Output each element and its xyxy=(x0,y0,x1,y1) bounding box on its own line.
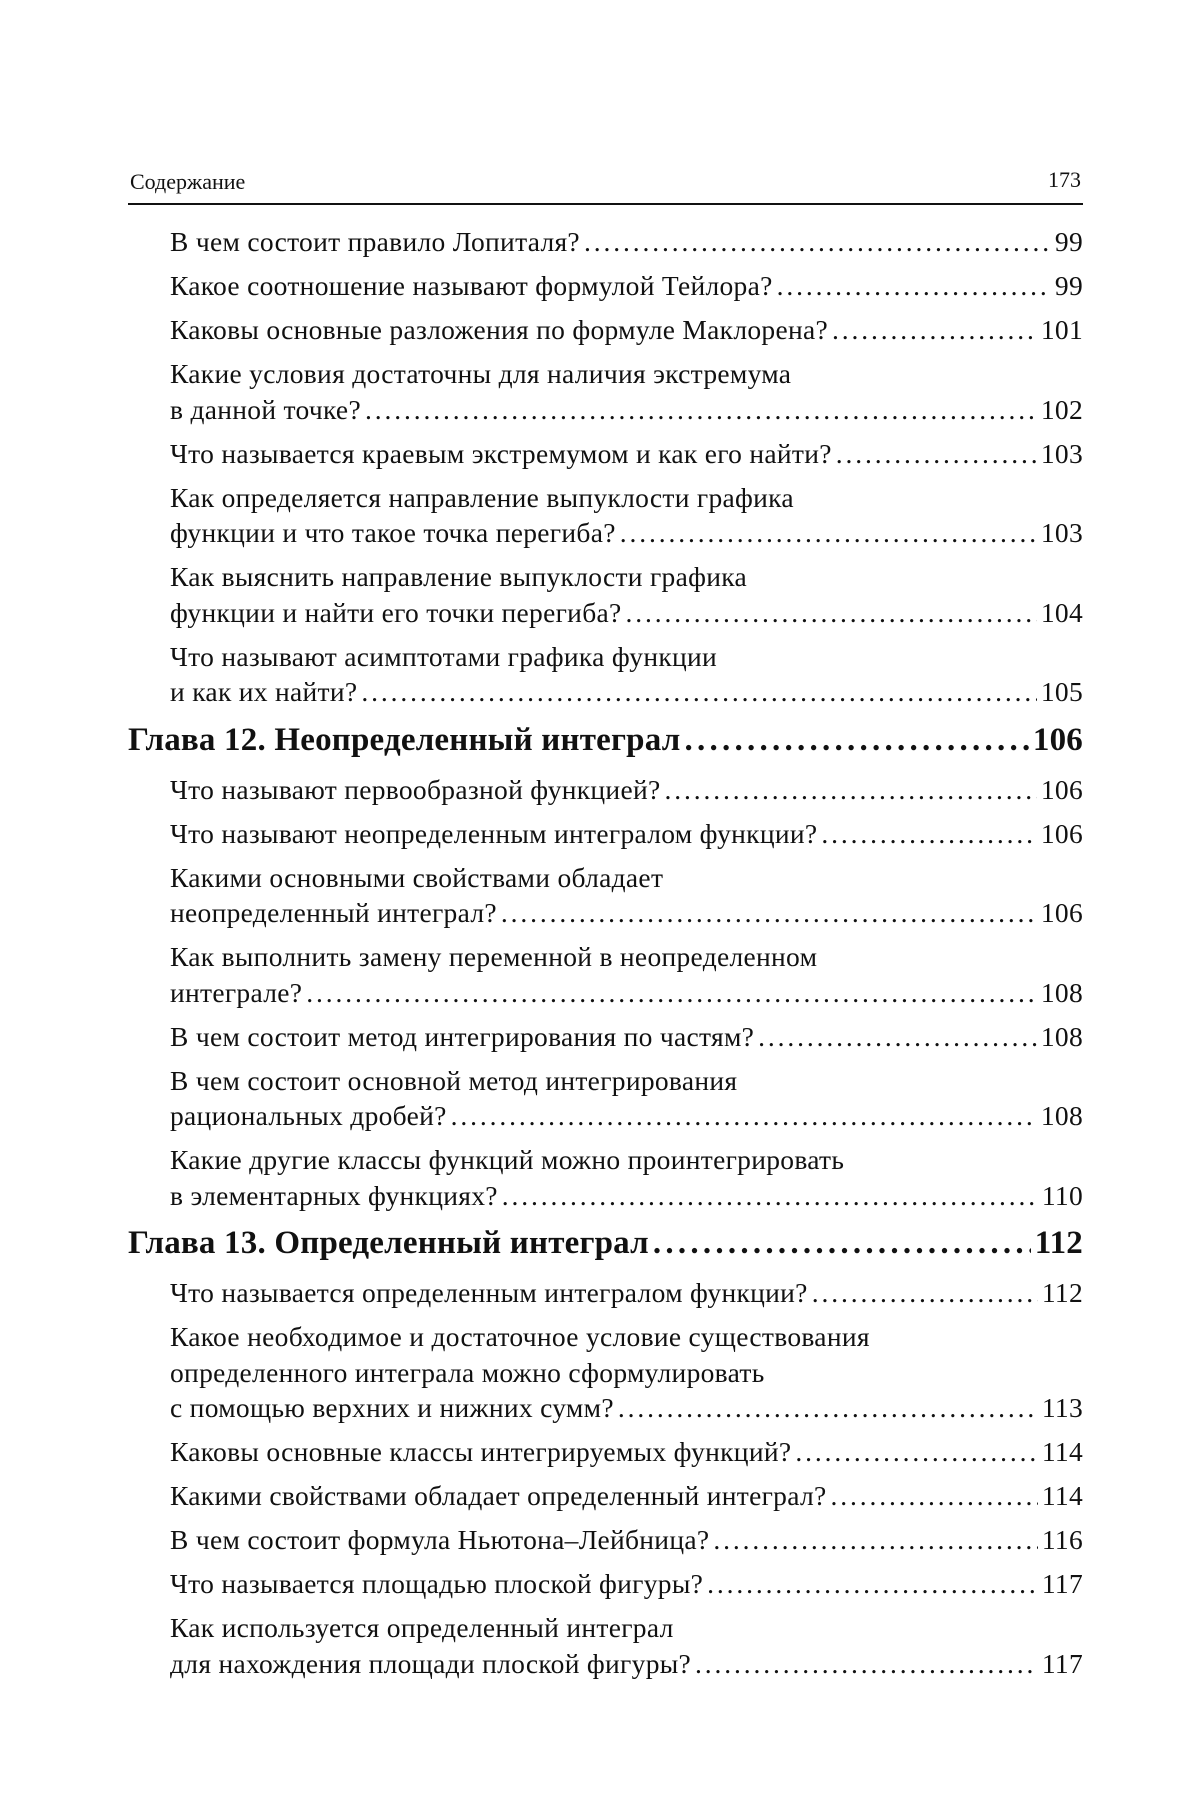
toc-entry-title: в данной точке? xyxy=(170,393,361,425)
toc-entry xyxy=(170,356,1083,427)
toc-entry-line xyxy=(170,1098,1083,1134)
toc-entry-line xyxy=(170,772,1083,808)
running-header xyxy=(128,163,1083,205)
toc-entry-title-line: Как выполнить замену переменной в неопределенном xyxy=(170,941,818,972)
dot-leader xyxy=(777,268,1051,304)
toc-entry-line xyxy=(170,816,1083,852)
toc-entry-title-line: Что называют асимптотами графика функции xyxy=(170,640,718,672)
toc-entry xyxy=(170,860,1083,931)
toc-entry-title: с помощью верхних и нижних сумм? xyxy=(170,1392,614,1423)
toc-entry-page: 108 xyxy=(1040,1020,1083,1052)
running-header-title: Содержание xyxy=(130,169,246,194)
dot-leader xyxy=(831,1478,1038,1514)
dot-leader xyxy=(707,1566,1038,1602)
toc-entry-line xyxy=(170,312,1083,348)
dot-leader xyxy=(365,392,1037,428)
toc-entry-title: для нахождения площади плоской фигуры? xyxy=(170,1647,692,1679)
toc-entry-line xyxy=(170,224,1083,260)
chapter-13-heading xyxy=(128,1223,1083,1263)
toc-entry-page: 99 xyxy=(1054,270,1083,301)
toc-entry-page: 102 xyxy=(1040,393,1083,425)
toc-entry xyxy=(170,1610,1083,1681)
toc-entry xyxy=(170,1063,1083,1134)
toc-entry-page: 106 xyxy=(1040,897,1083,928)
toc-entry-title-line: Какими основными свойствами обладает xyxy=(170,861,664,893)
dot-leader xyxy=(695,1646,1038,1682)
chapter-13-page: 112 xyxy=(1034,1225,1083,1261)
toc-entry-title: Каковы основные классы интегрируемых функций? xyxy=(170,1436,792,1467)
toc-entry-line xyxy=(170,1566,1083,1602)
toc-entry-line xyxy=(170,595,1083,631)
toc-entry-line xyxy=(170,392,1083,428)
toc-entry-page: 108 xyxy=(1040,976,1083,1008)
chapter-12-heading xyxy=(128,720,1083,760)
toc-entry-line xyxy=(170,1646,1083,1682)
toc-entry-title: интеграле? xyxy=(170,976,303,1008)
toc-entry xyxy=(170,559,1083,630)
dot-leader xyxy=(653,1223,1031,1263)
toc-entry-page: 114 xyxy=(1041,1480,1083,1511)
toc-entry-line xyxy=(170,1275,1083,1311)
toc-entry-page: 110 xyxy=(1041,1179,1083,1211)
toc-entry-title-line: Какие другие классы функций можно проинтегрировать xyxy=(170,1144,845,1175)
dot-leader xyxy=(832,312,1037,348)
toc-entry-title-line: Как определяется направление выпуклости графика xyxy=(170,481,794,513)
toc-entry-page: 99 xyxy=(1054,226,1083,257)
table-of-contents xyxy=(128,224,1083,1690)
dot-leader xyxy=(758,1019,1037,1055)
toc-entry xyxy=(170,1566,1083,1602)
toc-entry-line xyxy=(170,1478,1083,1514)
chapter-12-page: 106 xyxy=(1032,721,1083,758)
toc-entry-title: В чем состоит формула Ньютона–Лейбница? xyxy=(170,1524,710,1555)
toc-entry-page: 114 xyxy=(1041,1436,1083,1467)
toc-entry-line xyxy=(170,1178,1083,1214)
toc-entry xyxy=(170,312,1083,348)
toc-entry-line xyxy=(170,975,1083,1011)
toc-entry-title-line: Какое необходимое и достаточное условие существования xyxy=(170,1321,870,1352)
dot-leader xyxy=(618,1390,1038,1426)
toc-entry xyxy=(170,1522,1083,1558)
dot-leader xyxy=(836,436,1037,472)
toc-entry-title-line: Как используется определенный интеграл xyxy=(170,1612,674,1643)
toc-entry xyxy=(170,772,1083,808)
dot-leader xyxy=(626,595,1037,631)
toc-entry-title-line: Какие условия достаточны для наличия экстремума xyxy=(170,358,792,389)
toc-entry-title: Что называется определенным интегралом функции? xyxy=(170,1277,808,1308)
dot-leader xyxy=(501,895,1037,931)
toc-entry-line xyxy=(170,1434,1083,1470)
dot-leader xyxy=(584,224,1051,260)
chapter-13-title: Глава 13. Определенный интеграл xyxy=(128,1225,649,1261)
toc-entry-page: 112 xyxy=(1041,1277,1083,1308)
chapter-12-title: Глава 12. Неопределенный интеграл xyxy=(128,721,681,758)
toc-entry-title: В чем состоит правило Лопиталя? xyxy=(170,226,580,257)
toc-entry-page: 106 xyxy=(1040,773,1083,805)
toc-entry-line xyxy=(170,1019,1083,1055)
dot-leader xyxy=(664,772,1036,808)
toc-entry-title: рациональных дробей? xyxy=(170,1100,447,1131)
dot-leader xyxy=(361,674,1036,710)
toc-entry-title: Каковы основные разложения по формуле Маклорена? xyxy=(170,314,828,345)
toc-entry-page: 108 xyxy=(1040,1100,1083,1131)
toc-entry xyxy=(170,268,1083,304)
toc-entry-line xyxy=(170,895,1083,931)
toc-entry-page: 117 xyxy=(1041,1647,1083,1679)
toc-entry-page: 101 xyxy=(1040,314,1083,345)
toc-entry-page: 104 xyxy=(1040,596,1083,628)
toc-entry-title: и как их найти? xyxy=(170,676,358,707)
dot-leader xyxy=(812,1275,1038,1311)
toc-entry xyxy=(170,436,1083,472)
toc-entry-title: Что называют неопределенным интегралом функции? xyxy=(170,817,818,849)
toc-entry-title: в элементарных функциях? xyxy=(170,1179,498,1211)
toc-entry-page: 117 xyxy=(1041,1568,1083,1599)
dot-leader xyxy=(620,515,1037,551)
toc-entry-line xyxy=(170,1390,1083,1426)
toc-entry-title-line: определенного интеграла можно сформулировать xyxy=(170,1356,765,1388)
toc-entry xyxy=(170,939,1083,1010)
toc-entry-page: 106 xyxy=(1040,817,1083,849)
toc-entry-title: функции и что такое точка перегиба? xyxy=(170,517,616,548)
dot-leader xyxy=(713,1522,1038,1558)
toc-entry xyxy=(170,480,1083,551)
toc-entry xyxy=(170,1478,1083,1514)
toc-entry xyxy=(170,1319,1083,1426)
toc-entry-line xyxy=(170,674,1083,710)
toc-entry xyxy=(170,1275,1083,1311)
toc-entry-title: Что называется краевым экстремумом и как его найти? xyxy=(170,437,832,469)
dot-leader xyxy=(821,816,1036,852)
toc-entry-line xyxy=(170,268,1083,304)
toc-entry-page: 103 xyxy=(1040,437,1083,469)
toc-entry xyxy=(170,639,1083,710)
running-header-page-number: 173 xyxy=(1048,167,1081,192)
toc-entry xyxy=(170,224,1083,260)
dot-leader xyxy=(306,975,1037,1011)
toc-entry-line xyxy=(170,515,1083,551)
toc-entry-title: Какое соотношение называют формулой Тейлора? xyxy=(170,270,773,301)
dot-leader xyxy=(451,1098,1037,1134)
toc-entry xyxy=(170,816,1083,852)
toc-entry-title: функции и найти его точки перегиба? xyxy=(170,596,622,628)
toc-entry xyxy=(170,1019,1083,1055)
dot-leader xyxy=(795,1434,1037,1470)
toc-entry-title: Что называется площадью плоской фигуры? xyxy=(170,1568,704,1599)
toc-entry-title-line: В чем состоит основной метод интегрирования xyxy=(170,1064,738,1096)
toc-entry-line xyxy=(170,1522,1083,1558)
toc-entry xyxy=(170,1434,1083,1470)
toc-entry-line xyxy=(170,436,1083,472)
toc-entry-page: 103 xyxy=(1040,517,1083,548)
toc-entry xyxy=(170,1142,1083,1213)
toc-entry-title: Что называют первообразной функцией? xyxy=(170,773,661,805)
toc-entry-page: 116 xyxy=(1041,1524,1083,1555)
toc-entry-page: 113 xyxy=(1041,1392,1083,1423)
toc-entry-page: 105 xyxy=(1040,676,1083,707)
toc-entry-title: В чем состоит метод интегрирования по частям? xyxy=(170,1020,755,1052)
toc-entry-title: неопределенный интеграл? xyxy=(170,897,497,928)
toc-entry-title: Какими свойствами обладает определенный интеграл? xyxy=(170,1480,827,1511)
toc-entry-title-line: Как выяснить направление выпуклости графика xyxy=(170,561,747,592)
book-page xyxy=(128,0,1083,1800)
dot-leader xyxy=(502,1178,1038,1214)
dot-leader xyxy=(684,720,1028,760)
